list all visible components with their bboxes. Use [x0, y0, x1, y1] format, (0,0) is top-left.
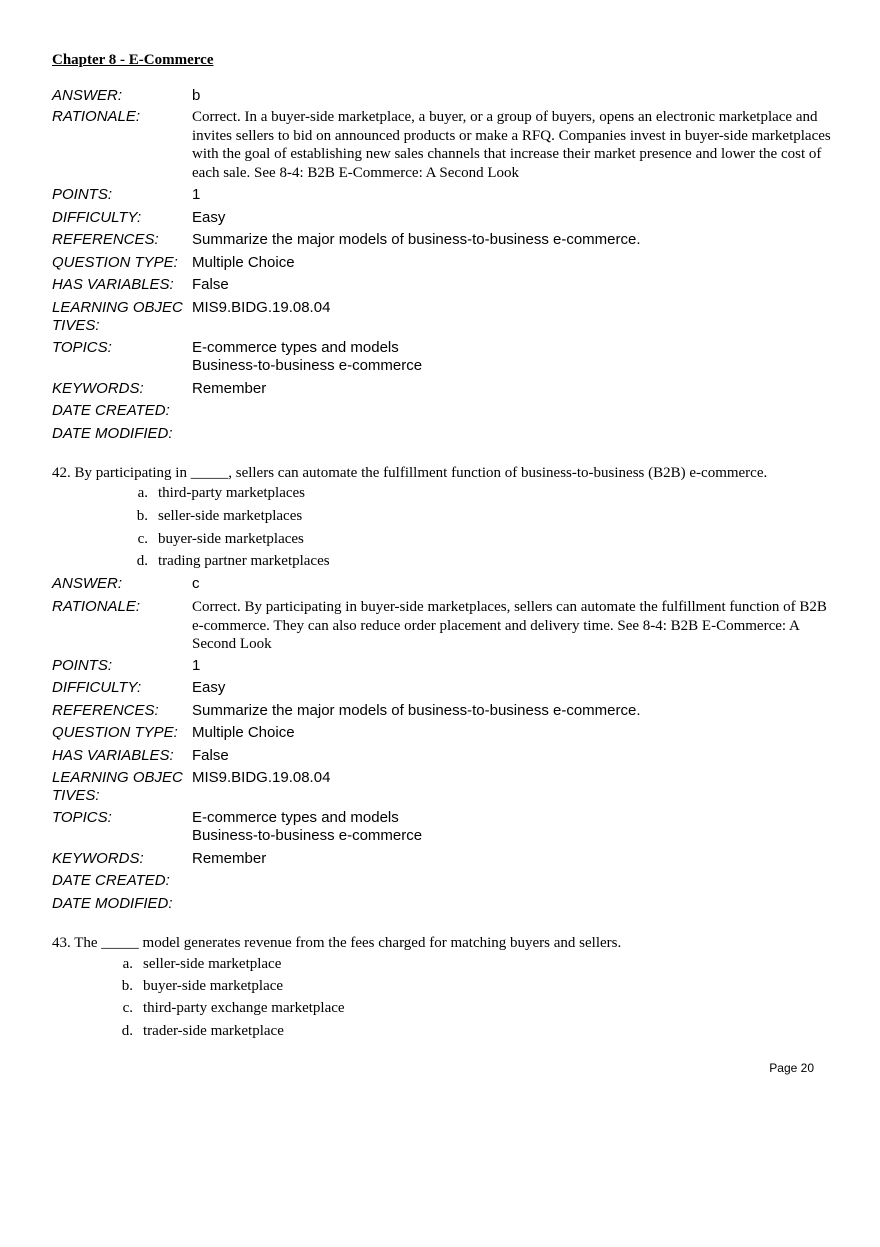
- learning-objectives-label-line1: LEARNING OBJEC: [52, 769, 183, 786]
- date-created-label: DATE CREATED:: [52, 402, 170, 419]
- topics-row: [52, 339, 842, 377]
- has-variables-value: False: [192, 276, 229, 293]
- learning-objectives-label: [52, 299, 192, 335]
- answer-row: [52, 575, 842, 595]
- rationale-row: [52, 598, 842, 656]
- option-text: third-party exchange marketplace: [143, 1000, 345, 1016]
- difficulty-label: DIFFICULTY:: [52, 679, 142, 696]
- learning-objectives-label-line1: LEARNING OBJEC: [52, 299, 183, 316]
- date-modified-row: [52, 895, 842, 915]
- question-type-value: Multiple Choice: [192, 724, 295, 741]
- rationale-value: Correct. In a buyer-side marketplace, a buyer, or a group of buyers, opens an electronic marketplace and invites sellers to bid on announced products or make a RFQ. Companies invest in buyer-side marketplaces with the goal of establishing new sales channels that increase their market presence and lower the cost of each sale. See 8-4: B2B E-Commerce: A Second Look: [192, 109, 831, 181]
- option-text: seller-side marketplace: [143, 956, 282, 972]
- option-letter: b.: [121, 978, 133, 994]
- keywords-row: [52, 850, 842, 870]
- option-text: buyer-side marketplace: [143, 978, 284, 994]
- option-letter: d.: [136, 553, 148, 569]
- date-created-row: [52, 402, 842, 422]
- answer-label: ANSWER:: [52, 575, 123, 592]
- question-type-value: Multiple Choice: [192, 254, 295, 271]
- option-letter: a.: [137, 485, 148, 501]
- has-variables-label: HAS VARIABLES:: [52, 747, 174, 764]
- question-43-text: 43. The _____ model generates revenue from the fees charged for matching buyers and sellers.: [52, 935, 622, 951]
- date-modified-label: DATE MODIFIED:: [52, 895, 173, 912]
- answer-value: b: [192, 87, 201, 104]
- learning-objectives-value: MIS9.BIDG.19.08.04: [192, 769, 331, 786]
- topics-label: TOPICS:: [52, 809, 112, 826]
- question-type-row: [52, 254, 842, 274]
- option-row: [103, 977, 703, 997]
- points-value: 1: [192, 186, 201, 203]
- option-text: third-party marketplaces: [158, 485, 306, 501]
- date-modified-row: [52, 425, 842, 445]
- points-row: [52, 186, 842, 206]
- references-label: REFERENCES:: [52, 702, 159, 719]
- option-row: [118, 530, 718, 550]
- difficulty-value: Easy: [192, 209, 226, 226]
- keywords-label: KEYWORDS:: [52, 380, 144, 397]
- rationale-value: Correct. By participating in buyer-side marketplaces, sellers can automate the fulfillment function of B2B e-commerce. They can also reduce order placement and delivery time. See 8-4: B2B E-Commerce: A Second Look: [192, 599, 827, 652]
- question-42-text: 42. By participating in _____, sellers can automate the fulfillment function of business-to-business (B2B) e-commerce.: [52, 465, 768, 481]
- topics-label: TOPICS:: [52, 339, 112, 356]
- option-row: [103, 1022, 703, 1042]
- keywords-value: Remember: [192, 380, 267, 397]
- option-row: [103, 955, 703, 975]
- difficulty-value: Easy: [192, 679, 226, 696]
- option-row: [118, 507, 718, 527]
- rationale-label: RATIONALE:: [52, 598, 141, 615]
- option-row: [103, 999, 703, 1019]
- option-letter: b.: [136, 508, 148, 524]
- learning-objectives-row: [52, 769, 842, 807]
- has-variables-row: [52, 276, 842, 296]
- references-row: [52, 702, 842, 722]
- has-variables-label: HAS VARIABLES:: [52, 276, 174, 293]
- difficulty-row: [52, 679, 842, 699]
- option-text: trader-side marketplace: [143, 1023, 284, 1039]
- topic-item: E-commerce types and models: [192, 809, 399, 826]
- points-label: POINTS:: [52, 186, 113, 203]
- option-text: trading partner marketplaces: [158, 553, 330, 569]
- topic-item: Business-to-business e-commerce: [192, 827, 423, 844]
- answer-row: [52, 87, 842, 107]
- points-label: POINTS:: [52, 657, 113, 674]
- topic-item: Business-to-business e-commerce: [192, 357, 423, 374]
- option-letter: c.: [137, 531, 148, 547]
- references-label: REFERENCES:: [52, 231, 159, 248]
- topic-item: E-commerce types and models: [192, 339, 399, 356]
- option-text: seller-side marketplaces: [158, 508, 303, 524]
- answer-value: c: [192, 575, 200, 592]
- has-variables-row: [52, 747, 842, 767]
- difficulty-row: [52, 209, 842, 229]
- learning-objectives-label-line2: TIVES:: [52, 787, 100, 804]
- keywords-label: KEYWORDS:: [52, 850, 144, 867]
- page-number: Page 20: [769, 1061, 814, 1075]
- question-type-row: [52, 724, 842, 744]
- option-letter: a.: [122, 956, 133, 972]
- question-type-label: QUESTION TYPE:: [52, 254, 178, 271]
- topics-value: [192, 809, 832, 845]
- references-row: [52, 231, 842, 251]
- learning-objectives-label-line2: TIVES:: [52, 317, 100, 334]
- option-row: [118, 552, 718, 572]
- question-type-label: QUESTION TYPE:: [52, 724, 178, 741]
- date-created-label: DATE CREATED:: [52, 872, 170, 889]
- option-text: buyer-side marketplaces: [158, 531, 304, 547]
- answer-label: ANSWER:: [52, 87, 123, 104]
- references-value: Summarize the major models of business-to-business e-commerce.: [192, 702, 641, 719]
- learning-objectives-label: [52, 769, 192, 805]
- references-value: Summarize the major models of business-to-business e-commerce.: [192, 231, 641, 248]
- keywords-value: Remember: [192, 850, 267, 867]
- has-variables-value: False: [192, 747, 229, 764]
- difficulty-label: DIFFICULTY:: [52, 209, 142, 226]
- option-letter: c.: [122, 1000, 133, 1016]
- rationale-row: [52, 108, 842, 184]
- points-value: 1: [192, 657, 201, 674]
- date-modified-label: DATE MODIFIED:: [52, 425, 173, 442]
- rationale-label: RATIONALE:: [52, 108, 141, 125]
- chapter-title: Chapter 8 - E-Commerce: [52, 52, 214, 68]
- topics-value: [192, 339, 832, 375]
- learning-objectives-row: [52, 299, 842, 337]
- keywords-row: [52, 380, 842, 400]
- date-created-row: [52, 872, 842, 892]
- topics-row: [52, 809, 842, 847]
- points-row: [52, 657, 842, 677]
- learning-objectives-value: MIS9.BIDG.19.08.04: [192, 299, 331, 316]
- option-letter: d.: [121, 1023, 133, 1039]
- option-row: [118, 484, 718, 504]
